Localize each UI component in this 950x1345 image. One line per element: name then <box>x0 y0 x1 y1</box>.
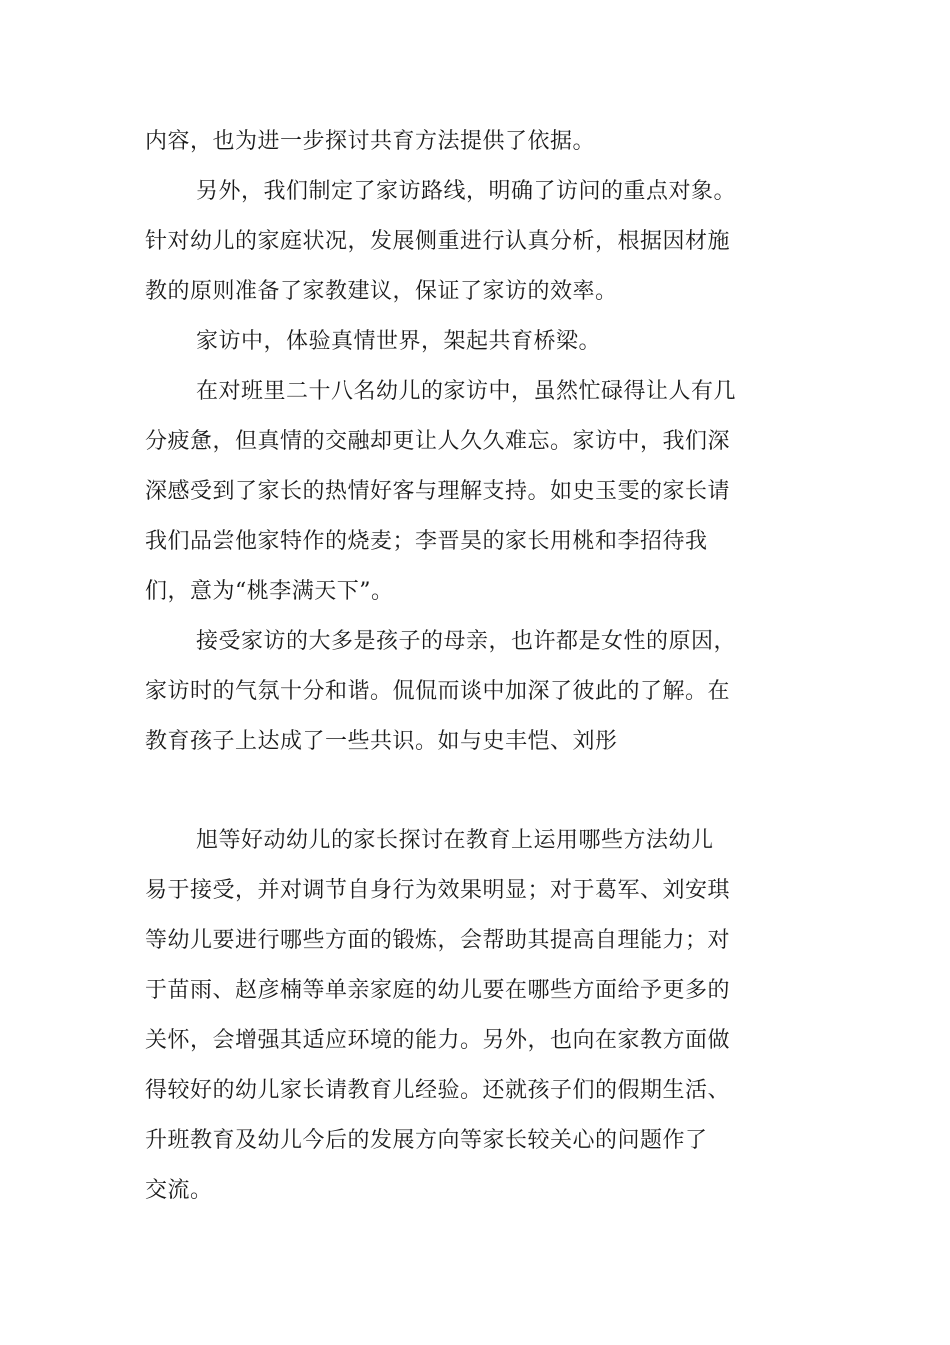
section-heading: 家访中，体验真情世界，架起共育桥梁。 <box>196 329 602 354</box>
text-line: 升班教育及幼儿今后的发展方向等家长较关心的问题作了 <box>145 1128 708 1153</box>
text-line: 交流。 <box>145 1178 213 1203</box>
text-line: 得较好的幼儿家长请教育儿经验。还就孩子们的假期生活、 <box>145 1078 731 1103</box>
text-line: 分疲惫，但真情的交融却更让人久久难忘。家访中，我们深 <box>145 429 731 454</box>
text-line: 们，意为“桃李满天下”。 <box>145 579 394 604</box>
text-line: 内容，也为进一步探讨共育方法提供了依据。 <box>145 129 596 154</box>
text-line: 深感受到了家长的热情好客与理解支持。如史玉雯的家长请 <box>145 479 731 504</box>
text-line: 教的原则准备了家教建议，保证了家访的效率。 <box>145 279 618 304</box>
text-line: 针对幼儿的家庭状况，发展侧重进行认真分析，根据因材施 <box>145 229 731 254</box>
text-line: 关怀，会增强其适应环境的能力。另外，也向在家教方面做 <box>145 1028 731 1053</box>
text-line: 家访时的气氛十分和谐。侃侃而谈中加深了彼此的了解。在 <box>145 679 731 704</box>
text-line: 易于接受，并对调节自身行为效果明显；对于葛军、刘安琪 <box>145 878 731 903</box>
text-line: 于苗雨、赵彦楠等单亲家庭的幼儿要在哪些方面给予更多的 <box>145 978 731 1003</box>
text-line: 旭等好动幼儿的家长探讨在教育上运用哪些方法幼儿 <box>196 828 714 853</box>
text-line: 教育孩子上达成了一些共识。如与史丰恺、刘彤 <box>145 729 618 754</box>
text-line: 我们品尝他家特作的烧麦；李晋昊的家长用桃和李招待我 <box>145 529 708 554</box>
text-line: 等幼儿要进行哪些方面的锻炼，会帮助其提高自理能力；对 <box>145 928 731 953</box>
text-line: 接受家访的大多是孩子的母亲，也许都是女性的原因， <box>196 629 737 654</box>
text-line: 在对班里二十八名幼儿的家访中，虽然忙碌得让人有几 <box>196 379 737 404</box>
text-line: 另外，我们制定了家访路线，明确了访问的重点对象。 <box>196 179 737 204</box>
